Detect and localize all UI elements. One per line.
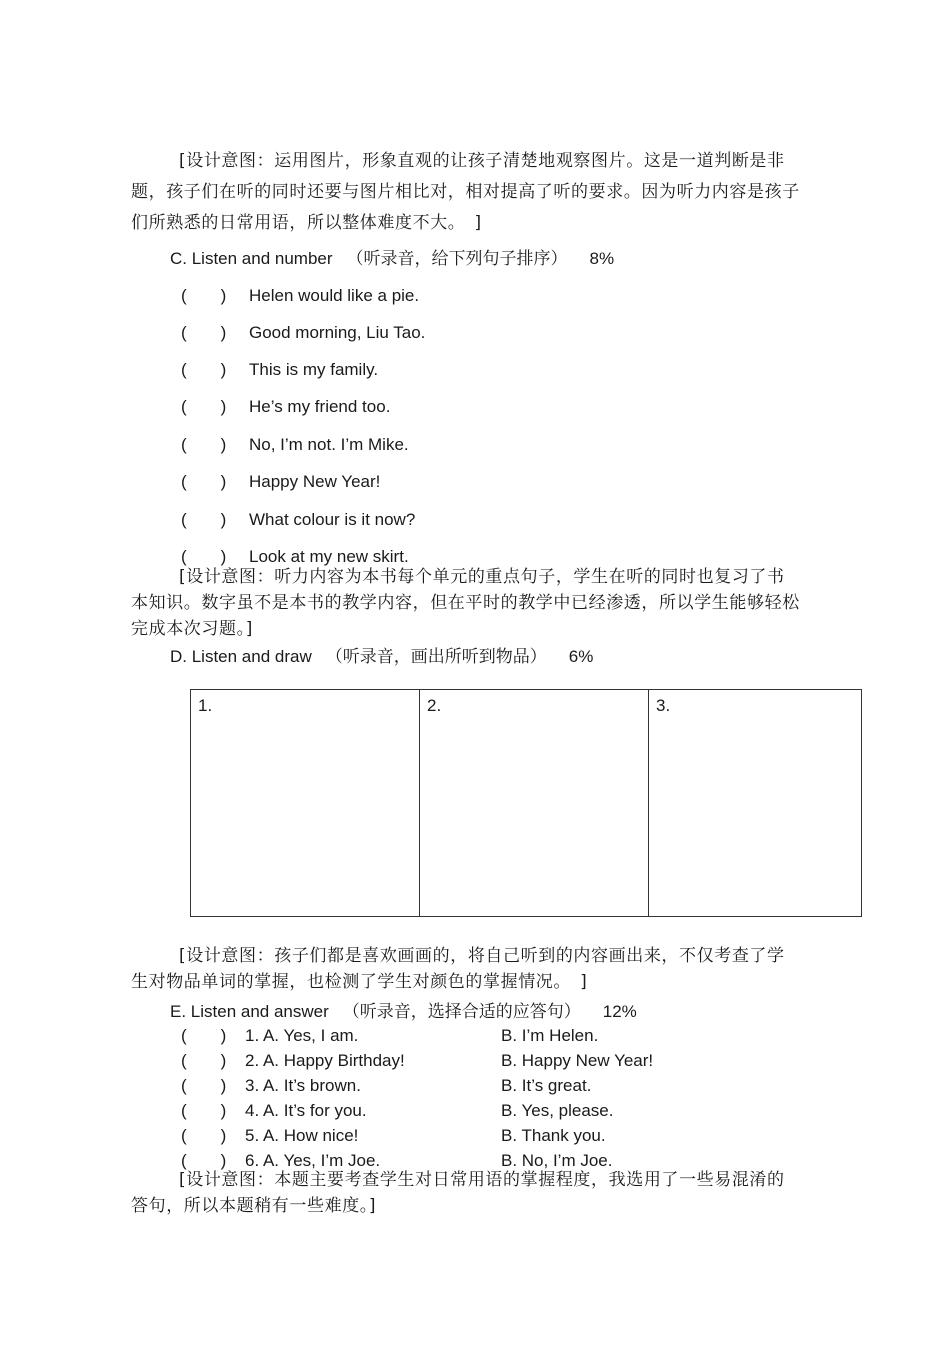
option-b: B. I’m Helen. [501, 1026, 599, 1045]
section-c-subtitle: （听录音，给下列句子排序） [346, 249, 568, 268]
list-item [181, 318, 425, 343]
section-c-heading [170, 244, 614, 269]
answer-blank[interactable]: ( ) [181, 1101, 227, 1120]
option-a: 3. A. It’s brown. [245, 1076, 361, 1095]
design-note-2: [设计意图：听力内容为本书每个单元的重点句子，学生在听的同时也复习了书本知识。数字虽不是本书的教学内容，但在平时的教学中已经渗透，所以学生能够轻松完成本次习题。] [131, 567, 800, 639]
answer-row [181, 1021, 598, 1046]
drawing-cell-3[interactable] [649, 690, 861, 916]
option-b: B. Yes, please. [501, 1101, 614, 1120]
answer-blank[interactable]: ( ) [181, 510, 227, 529]
answer-blank[interactable]: ( ) [181, 1051, 227, 1070]
answer-blank[interactable]: ( ) [181, 1026, 227, 1045]
section-c-title: C. Listen and number [170, 249, 333, 268]
option-b: B. It’s great. [501, 1076, 592, 1095]
option-b: B. Happy New Year! [501, 1051, 654, 1070]
answer-blank[interactable]: ( ) [181, 435, 227, 454]
option-a: 5. A. How nice! [245, 1126, 359, 1145]
answer-blank[interactable]: ( ) [181, 397, 227, 416]
answer-row [181, 1096, 613, 1121]
option-b: B. No, I’m Joe. [501, 1151, 613, 1170]
item-text: Good morning, Liu Tao. [249, 323, 426, 342]
section-e-heading [170, 997, 637, 1022]
option-a: 4. A. It’s for you. [245, 1101, 367, 1120]
drawing-cell-2[interactable] [420, 690, 649, 916]
option-b: B. Thank you. [501, 1126, 606, 1145]
list-item [181, 505, 415, 530]
item-text: He’s my friend too. [249, 397, 391, 416]
design-note-4: [设计意图：本题主要考查学生对日常用语的掌握程度，我选用了一些易混淆的答句，所以本题稍有一些难度。] [131, 1170, 785, 1216]
list-item [181, 355, 378, 380]
drawing-cell-1[interactable] [191, 690, 420, 916]
answer-blank[interactable]: ( ) [181, 1126, 227, 1145]
answer-row [181, 1121, 606, 1146]
item-text: This is my family. [249, 360, 379, 379]
design-note-3: [设计意图：孩子们都是喜欢画画的，将自己听到的内容画出来，不仅考查了学生对物品单词的掌握，也检测了学生对颜色的掌握情况。 ] [131, 946, 785, 992]
section-e-title: E. Listen and answer [170, 1002, 329, 1021]
answer-blank[interactable]: ( ) [181, 472, 227, 491]
section-d-heading [170, 642, 593, 667]
cell-number: 3. [656, 696, 671, 715]
section-e-percent: 12% [602, 1002, 637, 1021]
answer-blank[interactable]: ( ) [181, 286, 227, 305]
answer-blank[interactable]: ( ) [181, 1151, 227, 1170]
item-text: No, I’m not. I’m Mike. [249, 435, 409, 454]
option-a: 2. A. Happy Birthday! [245, 1051, 405, 1070]
cell-number: 2. [427, 696, 442, 715]
answer-row [181, 1071, 591, 1096]
item-text: Helen would like a pie. [249, 286, 420, 305]
section-e-subtitle: （听录音，选择合适的应答句） [342, 1002, 581, 1021]
answer-blank[interactable]: ( ) [181, 360, 227, 379]
section-d-subtitle: （听录音，画出所听到物品） [325, 647, 547, 666]
answer-blank[interactable]: ( ) [181, 1076, 227, 1095]
option-a: 6. A. Yes, I’m Joe. [245, 1151, 381, 1170]
drawing-table [190, 689, 862, 917]
item-text: Happy New Year! [249, 472, 381, 491]
item-text: What colour is it now? [249, 510, 416, 529]
design-note-1: [设计意图：运用图片，形象直观的让孩子清楚地观察图片。这是一道判断是非题，孩子们在听的同时还要与图片相比对，相对提高了听的要求。因为听力内容是孩子们所熟悉的日常用语，所以整体难度不大。 ] [131, 151, 800, 233]
option-a: 1. A. Yes, I am. [245, 1026, 359, 1045]
list-item [181, 392, 390, 417]
section-c-percent: 8% [589, 249, 615, 268]
list-item [181, 467, 380, 492]
section-d-percent: 6% [568, 647, 594, 666]
list-item [181, 430, 409, 455]
section-d-title: D. Listen and draw [170, 647, 312, 666]
answer-blank[interactable]: ( ) [181, 547, 227, 566]
cell-number: 1. [198, 696, 213, 715]
answer-blank[interactable]: ( ) [181, 323, 227, 342]
list-item [181, 281, 419, 306]
item-text: Look at my new skirt. [249, 547, 409, 566]
answer-row [181, 1046, 653, 1071]
